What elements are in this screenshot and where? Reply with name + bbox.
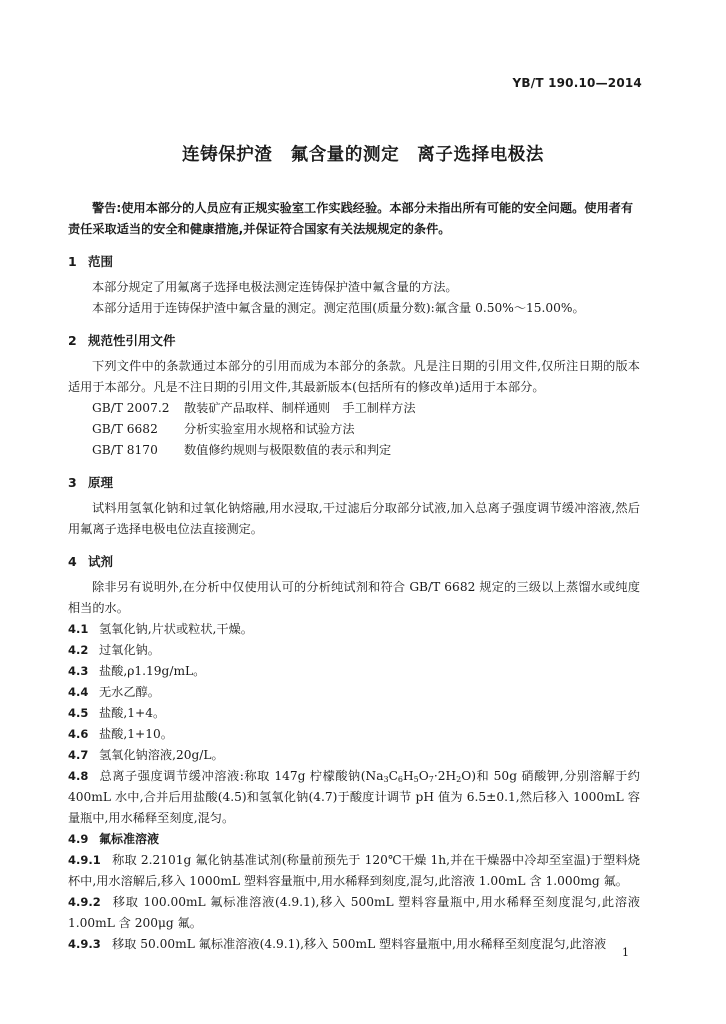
item-text: H xyxy=(403,769,414,783)
item-number: 4.6 xyxy=(68,727,89,741)
subclause xyxy=(68,934,640,955)
reagent-item xyxy=(68,724,640,745)
item-number: 4.4 xyxy=(68,685,89,699)
warning-notice: 警告:使用本部分的人员应有正规实验室工作实践经验。本部分未指出所有可能的安全问题。使用者有责任采取适当的安全和健康措施,并保证符合国家有关法规规定的条件。 xyxy=(68,201,634,236)
subclause-number: 4.9.2 xyxy=(68,895,101,909)
reference-item xyxy=(68,398,640,419)
item-number: 4.8 xyxy=(68,769,89,783)
reference-code: GB/T 8170 xyxy=(92,443,158,457)
subclause-number: 4.9.3 xyxy=(68,937,101,951)
section-title: 试剂 xyxy=(88,554,114,569)
paragraph: 除非另有说明外,在分析中仅使用认可的分析纯试剂和符合 GB/T 6682 规定的三级以上蒸馏水或纯度相当的水。 xyxy=(68,580,640,615)
item-text: ·2H xyxy=(433,769,457,783)
reference-code: GB/T 2007.2 xyxy=(92,401,170,415)
standard-number: YB/T 190.10—2014 xyxy=(512,76,642,90)
reagent-item xyxy=(68,682,640,703)
subscript: 6 xyxy=(397,775,404,784)
reference-item xyxy=(68,419,640,440)
item-text: 氢氧化钠,片状或粒状,干燥。 xyxy=(99,622,253,636)
section-title: 原理 xyxy=(88,475,114,490)
reference-code: GB/T 6682 xyxy=(92,422,158,436)
item-text: 无水乙醇。 xyxy=(99,685,160,699)
section-number: 4 xyxy=(68,554,77,569)
subclause xyxy=(68,850,640,892)
item-number: 4.7 xyxy=(68,748,89,762)
section-number: 2 xyxy=(68,333,77,348)
paragraph: 试料用氢氧化钠和过氧化钠熔融,用水浸取,干过滤后分取部分试液,加入总离子强度调节缓冲溶液,然后用氟离子选择电极电位法直接测定。 xyxy=(68,501,640,536)
subclause xyxy=(68,892,640,934)
document-body xyxy=(68,198,640,955)
item-number: 4.9 xyxy=(68,832,89,846)
item-text: 氢氧化钠溶液,20g/L。 xyxy=(99,748,224,762)
item-label: 氟标准溶液 xyxy=(99,832,160,846)
subscript: 3 xyxy=(383,775,389,784)
page-number: 1 xyxy=(622,946,629,959)
section-heading-scope xyxy=(68,252,640,272)
item-text: 盐酸,1+4。 xyxy=(99,706,166,720)
reference-title: 分析实验室用水规格和试验方法 xyxy=(184,422,355,436)
subclause-text: 移取 100.00mL 氟标准溶液(4.9.1),移入 500mL 塑料容量瓶中,用水稀释至刻度混匀,此溶液 1.00mL 含 200μg 氟。 xyxy=(68,895,640,930)
reference-item xyxy=(68,440,640,461)
reagent-item xyxy=(68,661,640,682)
reagent-item xyxy=(68,640,640,661)
item-text: C xyxy=(388,769,398,783)
item-number: 4.1 xyxy=(68,622,89,636)
section-number: 3 xyxy=(68,475,77,490)
item-number: 4.5 xyxy=(68,706,89,720)
item-text: O)和 50g 硝酸钾,分别溶解于约 400mL 水中,合并后用盐酸(4.5)和氢氧化钠(4.7)于酸度计调节 pH 值为 6.5±0.1,然后移入 1000mL 容量瓶中,用水稀释至刻度,混匀。 xyxy=(68,769,640,825)
paragraph: 本部分规定了用氟离子选择电极法测定连铸保护渣中氟含量的方法。 xyxy=(92,280,458,294)
section-heading-principle xyxy=(68,473,640,493)
section-heading-reagents xyxy=(68,552,640,572)
subscript: 7 xyxy=(428,775,434,784)
subclause-number: 4.9.1 xyxy=(68,853,101,867)
reference-title: 散装矿产品取样、制样通则 手工制样方法 xyxy=(184,401,416,415)
item-text: 盐酸,1+10。 xyxy=(99,727,173,741)
item-number: 4.3 xyxy=(68,664,89,678)
reference-title: 数值修约规则与极限数值的表示和判定 xyxy=(184,443,392,457)
paragraph: 下列文件中的条款通过本部分的引用而成为本部分的条款。凡是注日期的引用文件,仅所注日期的版本适用于本部分。凡是不注日期的引用文件,其最新版本(包括所有的修改单)适用于本部分。 xyxy=(68,359,640,394)
subscript: 2 xyxy=(456,775,462,784)
item-text: O xyxy=(418,769,429,783)
subclause-text: 称取 2.2101g 氟化钠基准试剂(称量前预先于 120℃干燥 1h,并在干燥器中冷却至室温)于塑料烧杯中,用水溶解后,移入 1000mL 塑料容量瓶中,用水稀释到刻度,混匀,此溶液 1.00mL 含 1.000mg 氟。 xyxy=(68,853,640,888)
item-text: 总离子强度调节缓冲溶液:称取 147g 柠檬酸钠(Na xyxy=(99,769,384,783)
item-number: 4.2 xyxy=(68,643,89,657)
reagent-item-fluoride-standard xyxy=(68,829,640,850)
section-heading-normative-references xyxy=(68,331,640,351)
paragraph: 本部分适用于连铸保护渣中氟含量的测定。测定范围(质量分数):氟含量 0.50%～15.00%。 xyxy=(92,301,585,315)
subscript: 5 xyxy=(413,775,419,784)
document-title: 连铸保护渣 氟含量的测定 离子选择电极法 xyxy=(182,145,544,165)
reagent-item xyxy=(68,703,640,724)
item-text: 盐酸,ρ1.19g/mL。 xyxy=(99,664,206,678)
reagent-item-tisab xyxy=(68,766,640,829)
subclause-text: 移取 50.00mL 氟标准溶液(4.9.1),移入 500mL 塑料容量瓶中,用水稀释至刻度混匀,此溶液 xyxy=(112,937,607,951)
section-title: 范围 xyxy=(88,254,114,269)
section-number: 1 xyxy=(68,254,77,269)
reagent-item xyxy=(68,745,640,766)
reagent-item xyxy=(68,619,640,640)
item-text: 过氧化钠。 xyxy=(99,643,160,657)
section-title: 规范性引用文件 xyxy=(88,333,176,348)
